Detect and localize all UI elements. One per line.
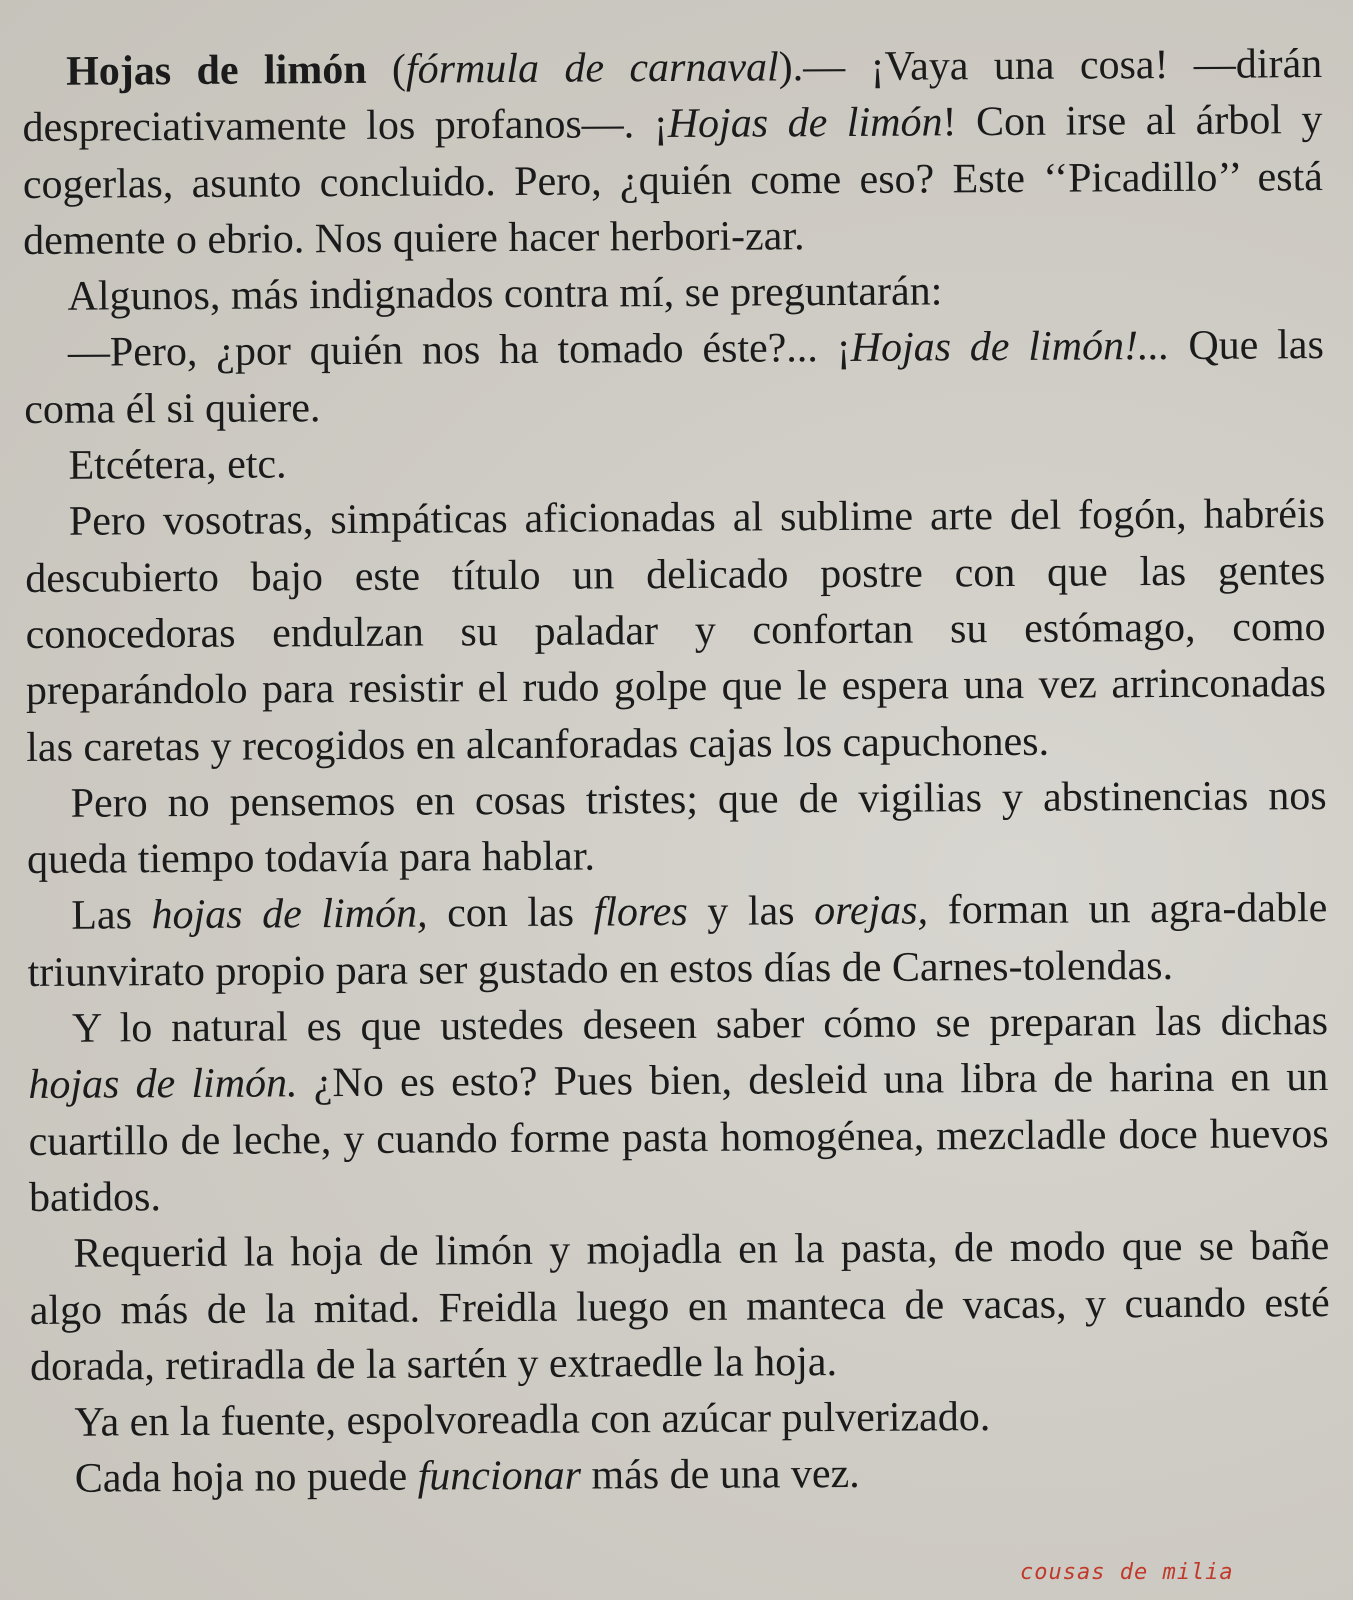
text-run: ¿No es esto? Pues bien, desleid una libra de harina en un cuartillo de leche, y cuando forme pasta homogénea, mezcladle doce huevos batidos. xyxy=(28,1054,1329,1221)
text-run: Pero no pensemos en cosas tristes; que de vigilias y abstinencias nos queda tiempo todavía para hablar. xyxy=(26,772,1327,884)
paragraph xyxy=(30,1387,1330,1451)
italic-text: fórmula de carnaval xyxy=(405,44,779,93)
paragraph xyxy=(22,36,1323,269)
text-run: Y lo natural es que ustedes deseen saber cómo se preparan las dichas xyxy=(71,998,1329,1052)
italic-text: Hojas de limón xyxy=(667,99,943,148)
text-run: forman un agra-dable triunvirato propio para ser gustado en estos días de Carnes-tolendas. xyxy=(27,885,1328,996)
paragraph xyxy=(24,430,1324,494)
text-run: con las xyxy=(427,889,594,937)
paragraph xyxy=(27,880,1328,1001)
text-run: Cada hoja no puede xyxy=(74,1454,418,1503)
text-run: Algunos, más indignados contra mí, se preguntarán: xyxy=(67,268,943,320)
watermark-signature: cousas de milia xyxy=(1020,1560,1234,1585)
text-run: ! Con irse al árbol y cogerlas, asunto concluido. Pero, ¿quién come eso? Este ‘‘Picadillo’’ está demente o ebrio. Nos quiere hacer herbori-zar. xyxy=(22,97,1323,264)
italic-text: hojas de limón, xyxy=(151,890,428,939)
text-run: Que las coma él si quiere. xyxy=(24,322,1324,433)
italic-text: Hojas de limón!... xyxy=(850,323,1170,372)
text-run: ).— ¡Vaya una cosa! —dirán despreciativamente los profanos—. ¡ xyxy=(22,41,1323,152)
italic-text: hojas de limón. xyxy=(28,1060,298,1109)
text-run: Ya en la fuente, espolvoreadla con azúcar pulverizado. xyxy=(74,1394,991,1446)
recipe-title: Hojas de limón xyxy=(66,46,367,95)
text-run xyxy=(366,47,392,93)
text-run: más de una vez. xyxy=(580,1451,860,1500)
paragraph xyxy=(23,261,1323,325)
text-run: Pero vosotras, simpáticas aficionadas al sublime arte del fogón, habréis descubierto bajo este título un delicado postre con que las gentes conocedoras endulzan su paladar y confortan su estómago, como preparándolo para resistir el rudo golpe que le espera una vez arrinconadas las caretas y recogidos en alcanforadas cajas los capuchones. xyxy=(25,491,1327,771)
paragraph xyxy=(28,993,1329,1226)
text-run: Las xyxy=(71,892,152,940)
text-run: y las xyxy=(687,888,815,936)
text-run: Requerid la hoja de limón y mojadla en la pasta, de modo que se bañe algo más de la mitad. Freidla luego en manteca de vacas, y cuando esté dorada, retiradla de la sartén y extraedle la hoja. xyxy=(29,1223,1330,1390)
text-run: ( xyxy=(391,46,407,93)
paragraph xyxy=(31,1443,1331,1507)
book-page-text xyxy=(22,36,1331,1508)
paragraph xyxy=(24,318,1325,439)
paragraph xyxy=(29,1218,1330,1395)
paragraph xyxy=(25,486,1327,775)
text-run: Etcétera, etc. xyxy=(68,441,287,489)
italic-text: funcionar xyxy=(417,1453,582,1501)
italic-text: orejas, xyxy=(813,887,929,935)
italic-text: flores xyxy=(593,889,688,936)
text-run: —Pero, ¿por quién nos ha tomado éste?... ¡ xyxy=(67,325,851,377)
paragraph xyxy=(26,768,1327,889)
